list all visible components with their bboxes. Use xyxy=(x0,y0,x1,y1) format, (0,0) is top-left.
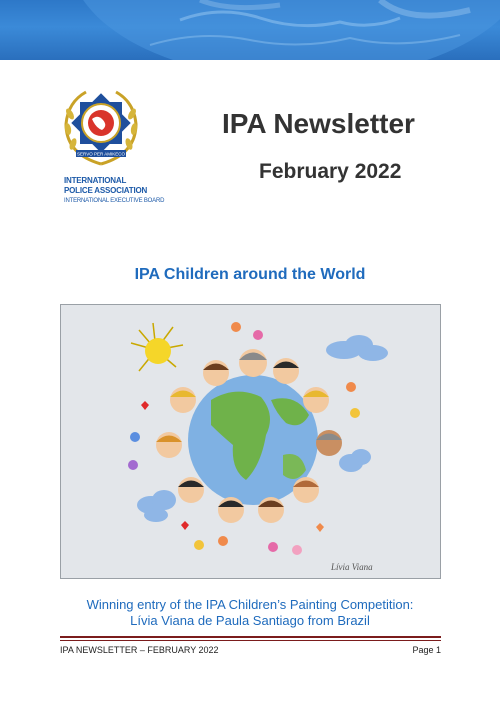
svg-text:SERVO PER AMIKECO: SERVO PER AMIKECO xyxy=(77,151,125,157)
footer-rule-thin xyxy=(60,640,441,641)
org-name-line2: POLICE ASSOCIATION xyxy=(64,186,148,195)
footer-publication: IPA NEWSLETTER – FEBRUARY 2022 xyxy=(60,645,219,655)
org-name-line1: INTERNATIONAL xyxy=(64,176,127,185)
org-name-line3: INTERNATIONAL EXECUTIVE BOARD xyxy=(64,198,165,204)
svg-text:Lívia Viana: Lívia Viana xyxy=(331,562,373,572)
painting-caption xyxy=(0,597,500,629)
newsletter-date: February 2022 xyxy=(259,160,402,183)
ipa-emblem-logo xyxy=(56,84,146,169)
footer-rule-thick xyxy=(60,636,441,638)
header-banner xyxy=(0,0,500,60)
children-painting-image xyxy=(60,304,441,579)
banner-globe-graphic xyxy=(0,0,500,60)
footer-page-number: Page 1 xyxy=(412,645,441,655)
newsletter-title: IPA Newsletter xyxy=(222,108,415,139)
section-heading: IPA Children around the World xyxy=(134,266,366,283)
caption-line1: Winning entry of the IPA Children’s Painting Competition: xyxy=(86,597,414,612)
caption-line2: Lívia Viana de Paula Santiago from Brazil xyxy=(130,613,370,628)
organization-name xyxy=(64,176,164,206)
